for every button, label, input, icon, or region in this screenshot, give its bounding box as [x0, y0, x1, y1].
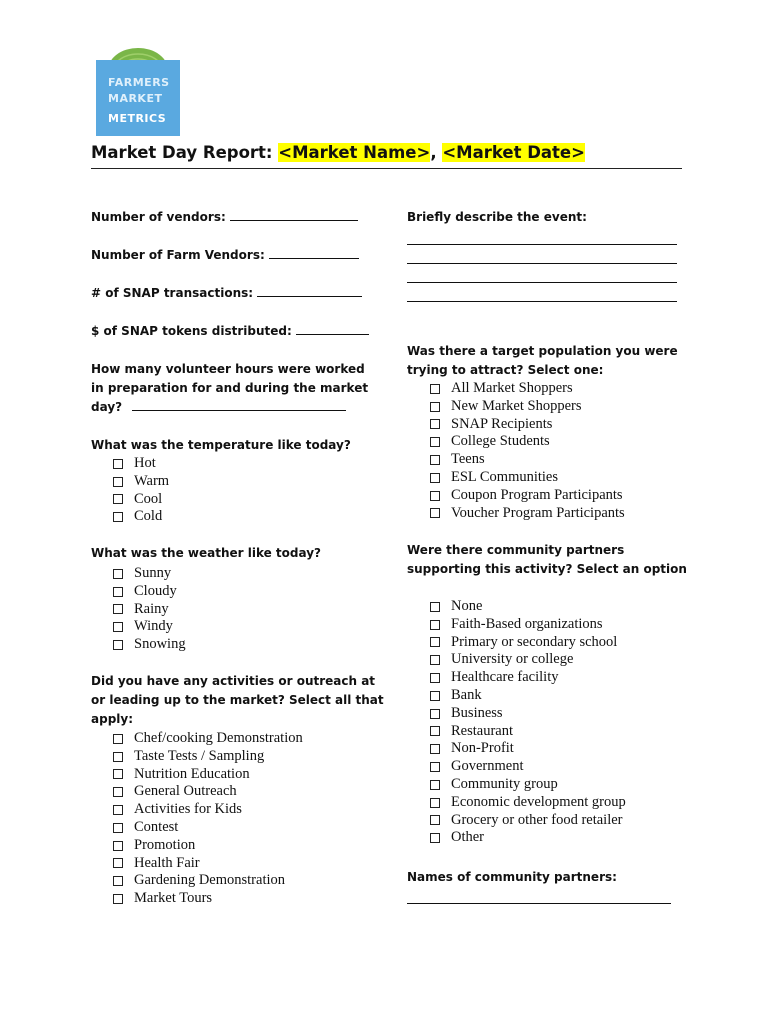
checkbox[interactable]: [430, 508, 440, 518]
checkbox[interactable]: [113, 640, 123, 650]
target-options: [430, 380, 625, 522]
option-label: Hot: [134, 455, 156, 471]
snap-transactions-blank[interactable]: [257, 284, 362, 297]
activity-option[interactable]: [113, 872, 303, 890]
checkbox[interactable]: [113, 734, 123, 744]
option-label: Community group: [451, 775, 558, 792]
option-label: Restaurant: [451, 722, 514, 739]
title-prefix: Market Day Report:: [91, 143, 279, 162]
target-option[interactable]: [430, 380, 625, 398]
checkbox[interactable]: [430, 402, 440, 412]
snap-transactions-field: [91, 284, 362, 303]
activities-line-3: apply:: [91, 712, 134, 726]
option-label: Rainy: [134, 600, 169, 617]
checkbox[interactable]: [113, 494, 123, 504]
partners-line-1: Were there community partners: [407, 543, 625, 557]
checkbox[interactable]: [113, 569, 123, 579]
temperature-option-hot[interactable]: [113, 455, 169, 473]
option-label: Bank: [451, 686, 482, 703]
checkbox[interactable]: [430, 691, 440, 701]
target-line-1: Was there a target population you were: [407, 344, 678, 358]
option-label: Voucher Program Participants: [451, 504, 625, 521]
activity-option[interactable]: [113, 766, 303, 784]
snap-transactions-label: # of SNAP transactions:: [91, 286, 254, 300]
checkbox[interactable]: [113, 604, 123, 614]
temperature-option-warm[interactable]: [113, 473, 169, 491]
option-label: Business: [451, 704, 503, 721]
volunteer-hours-line-1: How many volunteer hours were worked: [91, 362, 365, 376]
snap-tokens-field: [91, 322, 369, 341]
option-label: Grocery or other food retailer: [451, 811, 623, 828]
partner-names-line[interactable]: [407, 903, 671, 904]
option-label: Nutrition Education: [134, 765, 250, 782]
volunteer-hours-question: [91, 360, 368, 417]
option-label: None: [451, 598, 483, 614]
checkbox[interactable]: [430, 762, 440, 772]
activity-option[interactable]: [113, 748, 303, 766]
target-option[interactable]: [430, 505, 625, 523]
checkbox[interactable]: [430, 798, 440, 808]
option-label: Contest: [134, 818, 179, 835]
event-description-line-3[interactable]: [407, 282, 677, 283]
weather-option-cloudy[interactable]: [113, 583, 186, 601]
logo-box: [96, 60, 180, 136]
option-label: Windy: [134, 618, 173, 635]
checkbox[interactable]: [430, 419, 440, 429]
checkbox[interactable]: [113, 622, 123, 632]
option-label: Primary or secondary school: [451, 633, 618, 650]
option-label: College Students: [451, 433, 550, 450]
partner-options: [430, 598, 626, 847]
partner-option[interactable]: [430, 669, 626, 687]
checkbox[interactable]: [430, 602, 440, 612]
option-label: Healthcare facility: [451, 669, 559, 686]
vendors-label: Number of vendors:: [91, 210, 226, 224]
farmers-market-metrics-logo: [96, 48, 180, 136]
farm-vendors-blank[interactable]: [269, 246, 359, 259]
partner-option[interactable]: [430, 829, 626, 847]
weather-option-windy[interactable]: [113, 618, 186, 636]
market-date-placeholder: <Market Date>: [442, 143, 585, 162]
partner-option[interactable]: [430, 776, 626, 794]
checkbox[interactable]: [113, 823, 123, 833]
checkbox[interactable]: [430, 384, 440, 394]
option-label: Promotion: [134, 836, 196, 853]
farm-vendors-field: [91, 246, 359, 265]
target-option[interactable]: [430, 487, 625, 505]
checkbox[interactable]: [430, 655, 440, 665]
partner-option[interactable]: [430, 758, 626, 776]
checkbox[interactable]: [430, 473, 440, 483]
checkbox[interactable]: [113, 858, 123, 868]
activity-option[interactable]: [113, 783, 303, 801]
logo-line-farmers: FARMERS: [108, 76, 170, 89]
title-divider: [91, 168, 682, 169]
event-description-line-1[interactable]: [407, 244, 677, 245]
option-label: Warm: [134, 472, 170, 489]
option-label: Snowing: [134, 636, 186, 653]
volunteer-hours-blank[interactable]: [132, 398, 346, 411]
logo-line-metrics: METRICS: [108, 112, 167, 125]
activity-option[interactable]: [113, 730, 303, 748]
partner-option[interactable]: [430, 705, 626, 723]
title-separator: ,: [430, 143, 443, 162]
option-label: Health Fair: [134, 854, 200, 871]
community-partners-question: [407, 541, 687, 579]
option-label: Other: [451, 829, 485, 846]
option-label: Chef/cooking Demonstration: [134, 730, 303, 746]
option-label: Activities for Kids: [134, 801, 242, 818]
target-option[interactable]: [430, 398, 625, 416]
checkbox[interactable]: [430, 833, 440, 843]
market-name-placeholder: <Market Name>: [278, 143, 431, 162]
activity-option[interactable]: [113, 801, 303, 819]
option-label: Cool: [134, 490, 163, 507]
logo-line-market: MARKET: [108, 92, 163, 105]
partner-option[interactable]: [430, 687, 626, 705]
partner-option[interactable]: [430, 723, 626, 741]
partners-line-2: supporting this activity? Select an option: [407, 562, 687, 576]
activity-option[interactable]: [113, 890, 303, 908]
checkbox[interactable]: [113, 512, 123, 522]
option-label: Economic development group: [451, 793, 626, 810]
option-label: Cold: [134, 508, 163, 525]
checkbox[interactable]: [113, 894, 123, 904]
checkbox[interactable]: [113, 787, 123, 797]
checkbox[interactable]: [113, 752, 123, 762]
option-label: All Market Shoppers: [451, 380, 573, 396]
partner-option[interactable]: [430, 794, 626, 812]
farm-vendors-label: Number of Farm Vendors:: [91, 248, 265, 262]
option-label: General Outreach: [134, 783, 237, 800]
temperature-question: What was the temperature like today?: [91, 438, 351, 452]
target-option[interactable]: [430, 451, 625, 469]
partner-option[interactable]: [430, 812, 626, 830]
checkbox[interactable]: [430, 620, 440, 630]
option-label: University or college: [451, 651, 574, 668]
checkbox[interactable]: [113, 841, 123, 851]
target-option[interactable]: [430, 416, 625, 434]
option-label: Taste Tests / Sampling: [134, 747, 265, 764]
option-label: Market Tours: [134, 890, 213, 907]
event-description-line-4[interactable]: [407, 301, 677, 302]
event-description-line-2[interactable]: [407, 263, 677, 264]
weather-option-snowing[interactable]: [113, 636, 186, 654]
checkbox[interactable]: [430, 744, 440, 754]
option-label: Government: [451, 758, 524, 775]
target-population-question: [407, 342, 678, 380]
option-label: Sunny: [134, 565, 172, 581]
vendors-field: [91, 208, 358, 227]
checkbox[interactable]: [430, 637, 440, 647]
partner-option[interactable]: [430, 616, 626, 634]
option-label: SNAP Recipients: [451, 415, 553, 432]
checkbox[interactable]: [430, 455, 440, 465]
checkbox[interactable]: [430, 726, 440, 736]
option-label: Non-Profit: [451, 740, 514, 757]
weather-option-rainy[interactable]: [113, 601, 186, 619]
vendors-blank[interactable]: [230, 208, 358, 221]
weather-question: What was the weather like today?: [91, 546, 322, 560]
option-label: Cloudy: [134, 582, 177, 599]
target-line-2: trying to attract? Select one:: [407, 363, 604, 377]
target-option[interactable]: [430, 433, 625, 451]
temperature-option-cool[interactable]: [113, 491, 169, 509]
snap-tokens-blank[interactable]: [296, 322, 369, 335]
temperature-options: [113, 455, 169, 526]
checkbox[interactable]: [113, 587, 123, 597]
option-label: ESL Communities: [451, 468, 559, 485]
option-label: New Market Shoppers: [451, 397, 582, 414]
weather-option-sunny[interactable]: [113, 565, 186, 583]
checkbox[interactable]: [430, 815, 440, 825]
option-label: Gardening Demonstration: [134, 872, 286, 889]
activities-question: [91, 672, 384, 729]
activity-option[interactable]: [113, 855, 303, 873]
checkbox[interactable]: [113, 876, 123, 886]
page-title: [91, 143, 585, 162]
checkbox[interactable]: [113, 459, 123, 469]
checkbox[interactable]: [113, 769, 123, 779]
activity-option[interactable]: [113, 837, 303, 855]
activities-options: [113, 730, 303, 908]
volunteer-hours-line-3: day?: [91, 400, 123, 414]
checkbox[interactable]: [113, 805, 123, 815]
partner-names-label: Names of community partners:: [407, 870, 617, 884]
temperature-option-cold[interactable]: [113, 508, 169, 526]
checkbox[interactable]: [430, 673, 440, 683]
weather-options: [113, 565, 186, 654]
volunteer-hours-line-2: in preparation for and during the market: [91, 381, 369, 395]
checkbox[interactable]: [430, 491, 440, 501]
activities-line-2: or leading up to the market? Select all that: [91, 693, 384, 707]
activity-option[interactable]: [113, 819, 303, 837]
event-description-label: Briefly describe the event:: [407, 210, 587, 224]
partner-option[interactable]: [430, 598, 626, 616]
partner-option[interactable]: [430, 651, 626, 669]
target-option[interactable]: [430, 469, 625, 487]
checkbox[interactable]: [113, 477, 123, 487]
option-label: Faith-Based organizations: [451, 615, 603, 632]
partner-option[interactable]: [430, 740, 626, 758]
option-label: Teens: [451, 451, 485, 468]
checkbox[interactable]: [430, 709, 440, 719]
checkbox[interactable]: [430, 437, 440, 447]
partner-option[interactable]: [430, 634, 626, 652]
snap-tokens-label: $ of SNAP tokens distributed:: [91, 324, 292, 338]
checkbox[interactable]: [430, 780, 440, 790]
option-label: Coupon Program Participants: [451, 486, 623, 503]
activities-line-1: Did you have any activities or outreach at: [91, 674, 376, 688]
